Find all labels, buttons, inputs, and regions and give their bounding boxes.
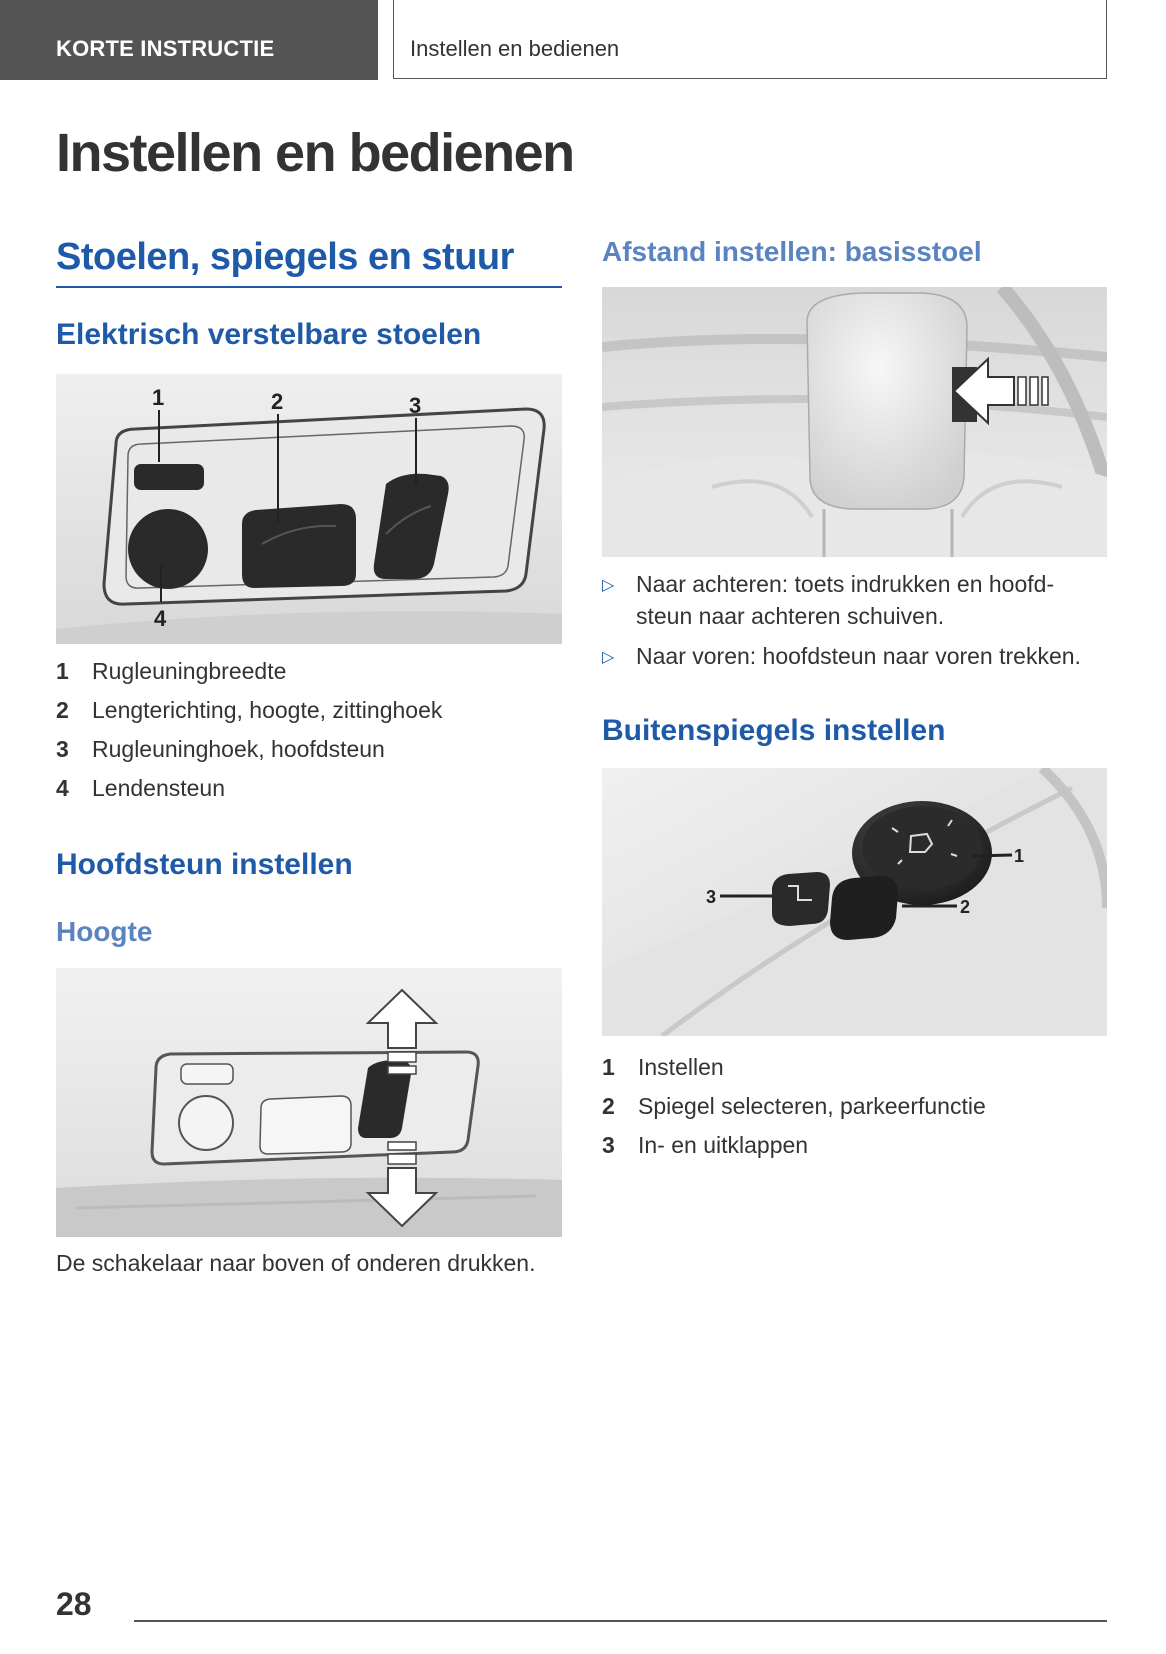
item-text: Instellen [638,1054,724,1080]
lumbar-switch [128,509,208,589]
triangle-right-icon: ▷ [602,649,615,666]
list-item [56,775,442,814]
list-item [602,1132,986,1171]
item-text: Lendensteun [92,775,226,801]
section-heading-rule [56,286,562,288]
list-item [602,1093,986,1132]
distance-bullet-list [602,568,1102,682]
item-text: Lengterichting, hoogte, zittinghoek [92,697,443,723]
section-heading: Stoelen, spiegels en stuur [56,236,514,278]
seats-heading: Elektrisch verstelbare stoelen [56,318,482,351]
section-tab-label: KORTE INSTRUCTIE [56,36,275,61]
item-number: 3 [602,1132,615,1158]
chapter-header [393,0,1107,79]
item-text: In- en uitklappen [638,1132,809,1158]
seat-legend-list [56,658,442,814]
item-number: 4 [56,775,69,801]
headrest-heading: Hoofdsteun instellen [56,848,353,881]
item-number: 2 [602,1093,615,1119]
item-text: Spiegel selecteren, parkeerfunctie [638,1093,986,1119]
item-text: Rugleuninghoek, hoofdsteun [92,736,385,762]
seat-controls-figure [56,374,562,644]
page-title: Instellen en bedienen [56,123,574,183]
list-item [56,736,442,775]
seat-label-2: 2 [271,389,284,414]
seat-switch [242,504,356,588]
item-number: 1 [56,658,69,684]
footer-rule [134,1620,1107,1622]
item-text: Rugleuningbreedte [92,658,287,684]
chapter-header-label: Instellen en bedienen [410,36,620,61]
list-item [56,697,442,736]
seat-label-1: 1 [152,385,165,410]
backrest-width-switch [134,464,204,490]
section-tab [0,0,378,80]
bullet-text: Naar voren: hoofdsteun naar voren trekken. [636,643,1081,669]
mirror-label-3: 3 [706,887,717,907]
height-caption: De schakelaar naar boven of onderen drukken. [56,1250,536,1276]
list-item [602,1054,986,1093]
distance-subheading: Afstand instellen: basisstoel [602,236,982,267]
triangle-right-icon: ▷ [602,577,615,594]
seat-label-3: 3 [409,393,422,418]
item-number: 2 [56,697,69,723]
page-number: 28 [56,1586,92,1622]
mirror-label-2: 2 [960,897,971,917]
mirror-legend-list [602,1054,986,1171]
mirror-label-1: 1 [1014,846,1025,866]
list-item [56,658,442,697]
seat-label-4: 4 [154,606,167,631]
item-number: 3 [56,736,69,762]
list-item [602,568,1102,632]
mirrors-heading: Buitenspiegels instellen [602,714,946,747]
item-number: 1 [602,1054,615,1080]
mirror-select-switch [830,876,898,940]
mirror-controls-figure [602,768,1107,1036]
headrest-height-figure [56,968,562,1237]
bullet-text: Naar achteren: toets indrukken en hoofdsteun naar achteren schuiven. [636,571,1055,629]
height-subheading: Hoogte [56,916,153,947]
list-item [602,640,1102,674]
headrest-distance-figure [602,287,1107,557]
